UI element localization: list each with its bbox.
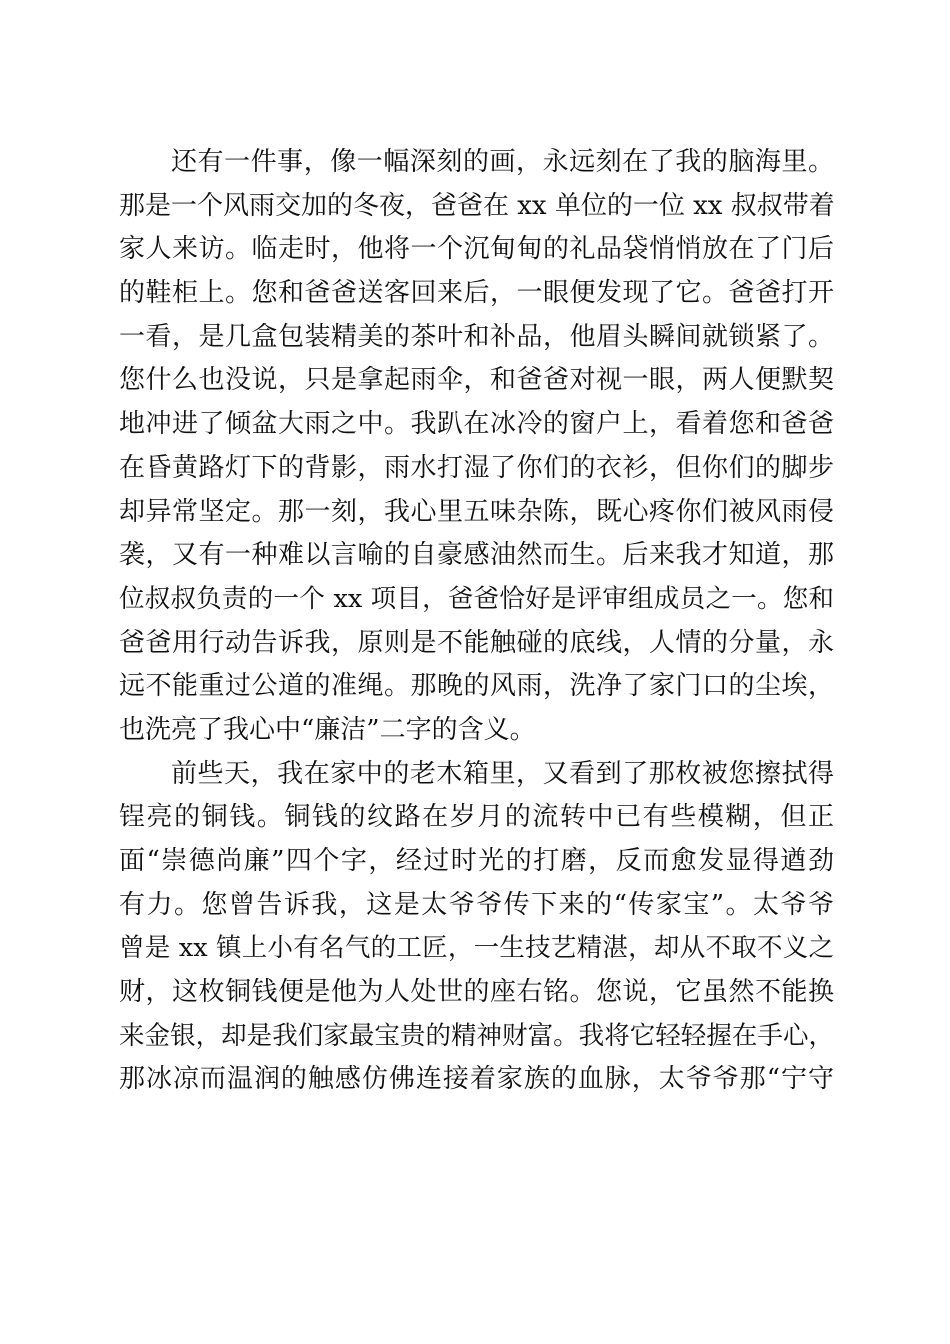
text-line: 锃亮的铜钱。铜钱的纹路在岁月的流转中已有些模糊，但正	[119, 802, 834, 833]
text-line: 家人来访。临走时，他将一个沉甸甸的礼品袋悄悄放在了门后	[119, 234, 834, 265]
text-line: 位叔叔负责的一个 xx 项目，爸爸恰好是评审组成员之一。您和	[119, 583, 834, 614]
text-line: 有力。您曾告诉我，这是太爷爷传下来的“传家宝”。太爷爷	[119, 889, 834, 920]
text-line: 那冰凉而温润的触感仿佛连接着家族的血脉，太爷爷那“宁守	[119, 1064, 834, 1095]
paragraph-1	[119, 141, 834, 753]
text-line: 远不能重过公道的准绳。那晚的风雨，洗净了家门口的尘埃，	[119, 671, 834, 702]
body-text	[119, 141, 834, 1102]
text-line: 在昏黄路灯下的背影，雨水打湿了你们的衣衫，但你们的脚步	[119, 452, 834, 483]
text-line: 面“崇德尚廉”四个字，经过时光的打磨，反而愈发显得遒劲	[119, 846, 834, 876]
text-line: 地冲进了倾盆大雨之中。我趴在冰冷的窗户上，看着您和爸爸	[119, 409, 834, 440]
text-line: 也洗亮了我心中“廉洁”二字的含义。	[119, 714, 536, 745]
text-line: 袭，又有一种难以言喻的自豪感油然而生。后来我才知道，那	[119, 540, 834, 571]
text-line: 财，这枚铜钱便是他为人处世的座右铭。您说，它虽然不能换	[119, 977, 834, 1008]
text-line: 您什么也没说，只是拿起雨伞，和爸爸对视一眼，两人便默契	[119, 365, 834, 396]
text-line: 的鞋柜上。您和爸爸送客回来后，一眼便发现了它。爸爸打开	[119, 278, 834, 309]
text-line: 曾是 xx 镇上小有名气的工匠，一生技艺精湛，却从不取不义之	[119, 933, 834, 964]
text-line: 来金银，却是我们家最宝贵的精神财富。我将它轻轻握在手心，	[119, 1020, 834, 1051]
text-line: 那是一个风雨交加的冬夜，爸爸在 xx 单位的一位 xx 叔叔带着	[119, 190, 835, 221]
text-line: 前些天，我在家中的老木箱里，又看到了那枚被您擦拭得	[171, 758, 834, 789]
text-line: 还有一件事，像一幅深刻的画，永远刻在了我的脑海里。	[171, 147, 834, 177]
text-line: 一看，是几盒包装精美的茶叶和补品，他眉头瞬间就锁紧了。	[119, 321, 834, 352]
text-line: 爸爸用行动告诉我，原则是不能触碰的底线，人情的分量，永	[119, 627, 834, 658]
text-line: 却异常坚定。那一刻，我心里五味杂陈，既心疼你们被风雨侵	[119, 496, 834, 527]
paragraph-2	[119, 753, 834, 1103]
